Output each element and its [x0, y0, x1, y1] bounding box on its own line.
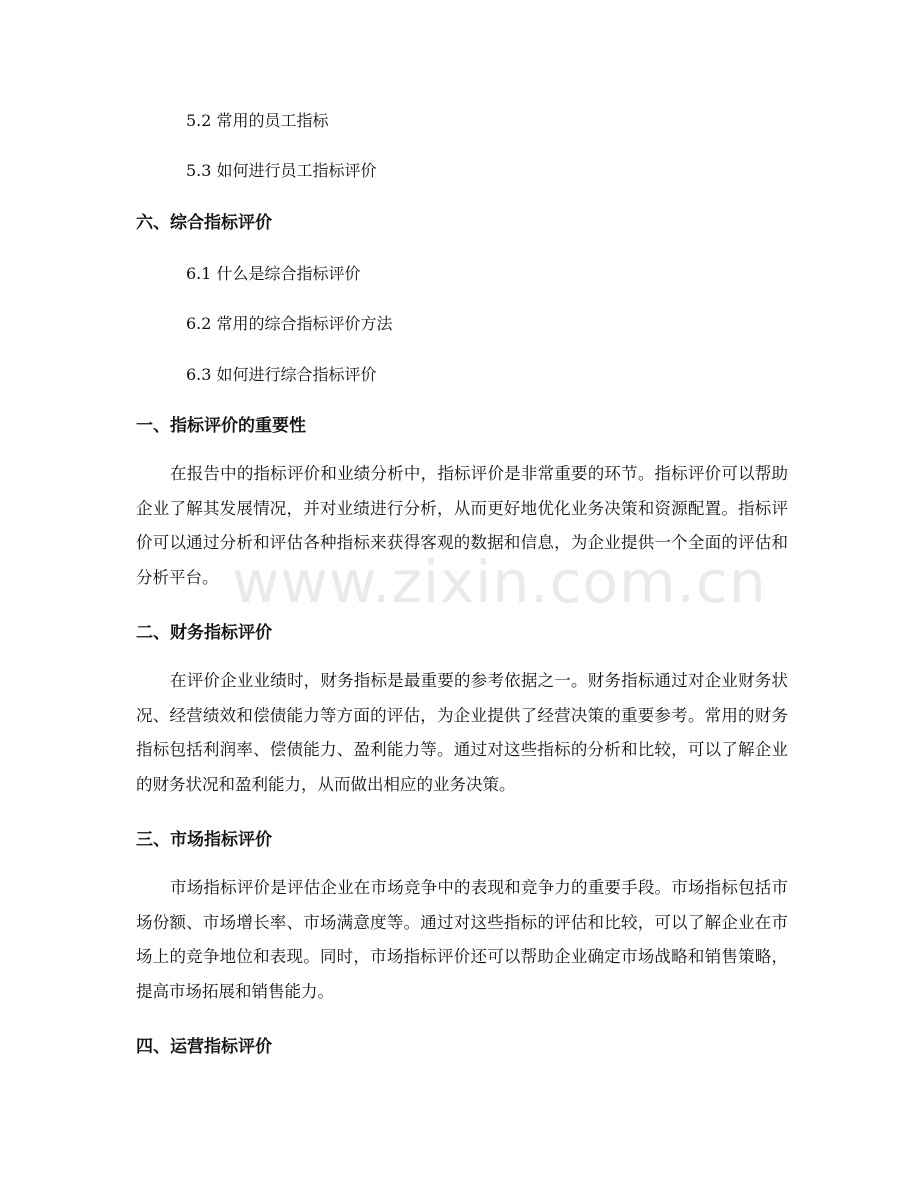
section-body-2: 在评价企业业绩时，财务指标是最重要的参考依据之一。财务指标通过对企业财务状况、经营绩效和偿债能力等方面的评估，为企业提供了经营决策的重要参考。常用的财务指标包括利润率、偿债能力、盈利能力等。通过对这些指标的分析和比较，可以了解企业的财务状况和盈利能力，从而做出相应的业务决策。 — [136, 671, 788, 794]
section-heading-2: 二、财务指标评价 — [136, 623, 272, 643]
toc-item-5-2: 5.2 常用的员工指标 — [186, 111, 329, 130]
section-heading-1: 一、指标评价的重要性 — [136, 416, 306, 436]
section-heading-3: 三、市场指标评价 — [136, 830, 272, 850]
toc-item-6-1: 6.1 什么是综合指标评价 — [186, 264, 361, 283]
section-heading-6: 六、综合指标评价 — [136, 213, 272, 233]
toc-item-6-3: 6.3 如何进行综合指标评价 — [186, 365, 377, 384]
toc-item-6-2: 6.2 常用的综合指标评价方法 — [186, 314, 393, 333]
section-body-1: 在报告中的指标评价和业绩分析中，指标评价是非常重要的环节。指标评价可以帮助企业了解其发展情况，并对业绩进行分析，从而更好地优化业务决策和资源配置。指标评价可以通过分析和评估各种指标来获得客观的数据和信息，为企业提供一个全面的评估和分析平台。 — [136, 464, 788, 587]
toc-item-5-3: 5.3 如何进行员工指标评价 — [186, 161, 377, 180]
section-body-3: 市场指标评价是评估企业在市场竞争中的表现和竞争力的重要手段。市场指标包括市场份额、市场增长率、市场满意度等。通过对这些指标的评估和比较，可以了解企业在市场上的竞争地位和表现。同时，市场指标评价还可以帮助企业确定市场战略和销售策略，提高市场拓展和销售能力。 — [136, 878, 788, 1001]
watermark: www.zixin.com.cn — [232, 548, 767, 616]
section-heading-4: 四、运营指标评价 — [136, 1037, 272, 1057]
